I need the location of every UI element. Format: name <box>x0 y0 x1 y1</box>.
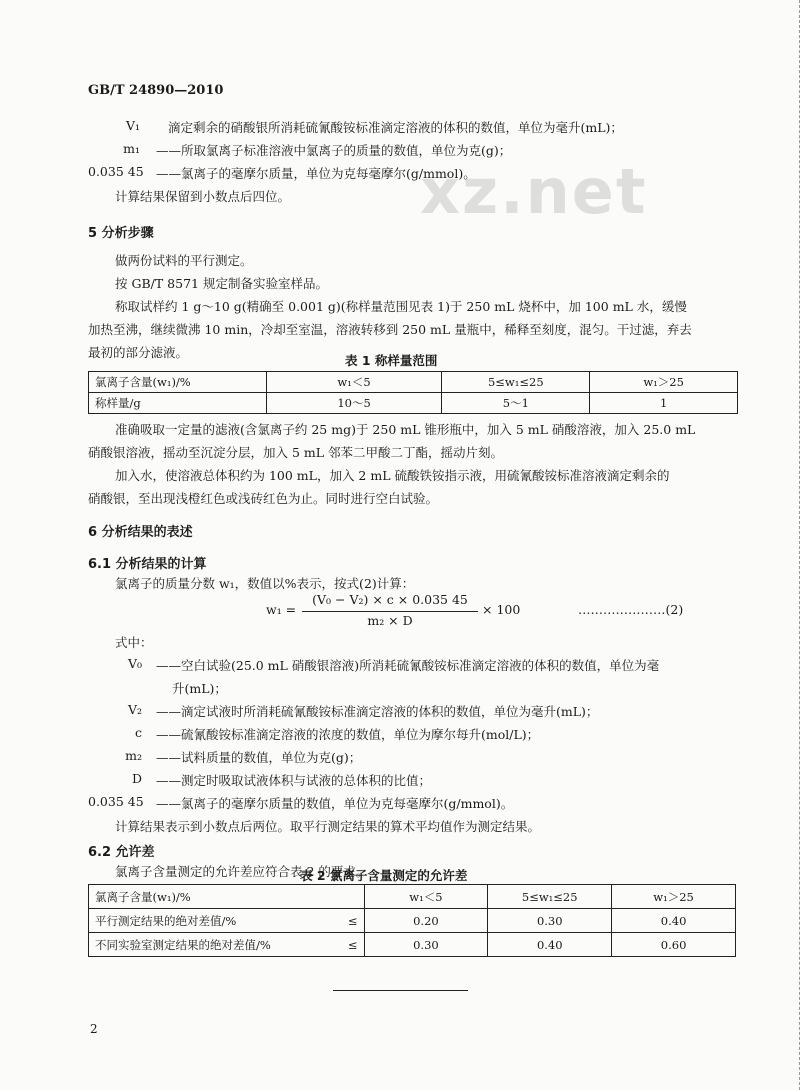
table-cell: 0.60 <box>612 933 736 957</box>
def-text: ——滴定试液时所消耗硫氰酸铵标准滴定溶液的体积的数值，单位为毫升(mL)； <box>156 704 599 719</box>
table-cell <box>322 885 364 909</box>
table-cell: 0.40 <box>488 933 612 957</box>
def-symbol: m₂ <box>125 748 142 763</box>
section-6-title: 6 分析结果的表述 <box>88 525 193 540</box>
def-symbol: V₂ <box>127 702 142 717</box>
paragraph-line: 硝酸银，至出现浅橙红色或浅砖红色为止。同时进行空白试验。 <box>88 491 439 506</box>
paragraph-line: 称取试样约 1 g～10 g(精确至 0.001 g)(称样量范围见表 1)于 250 mL 烧杯中，加 100 mL 水，缓慢 <box>115 299 687 314</box>
table-2 <box>88 884 736 957</box>
scan-edge <box>795 0 800 1090</box>
table-cell: 氯离子含量(w₁)/% <box>89 885 323 909</box>
formula-number: …………………(2) <box>578 602 684 617</box>
table-1 <box>88 371 738 414</box>
def-symbol: m₁ <box>123 141 140 156</box>
def-symbol: 0.035 45 <box>88 164 144 179</box>
section-6-2-title: 6.2 允许差 <box>88 845 155 860</box>
calc-note: 计算结果保留到小数点后四位。 <box>115 189 291 204</box>
table-cell: w₁＞25 <box>590 372 738 393</box>
def-text: ——测定时吸取试液体积与试液的总体积的比值； <box>156 773 432 788</box>
standard-header: GB/T 24890—2010 <box>88 83 224 98</box>
def-symbol: 0.035 45 <box>88 794 144 809</box>
table-row <box>89 885 736 909</box>
table-cell: ≤ <box>322 933 364 957</box>
table-cell: 0.30 <box>488 909 612 933</box>
table-row <box>89 909 736 933</box>
table-cell: 不同实验室测定结果的绝对差值/% <box>89 933 323 957</box>
table-cell: 5～1 <box>442 393 590 414</box>
table-cell: 氯离子含量(w₁)/% <box>89 372 267 393</box>
table-cell: 5≤w₁≤25 <box>488 885 612 909</box>
paragraph-line: 硝酸银溶液，摇动至沉淀分层，加入 5 mL 邻苯二甲酸二丁酯，摇动片刻。 <box>88 445 504 460</box>
table-cell: w₁＞25 <box>612 885 736 909</box>
table-cell: 1 <box>590 393 738 414</box>
fraction-bar <box>302 611 478 612</box>
where-label: 式中： <box>115 635 153 650</box>
paragraph-line: 氯离子含量测定的允许差应符合表 2 的要求。 <box>115 864 369 879</box>
paragraph-line: 加入水，使溶液总体积约为 100 mL，加入 2 mL 硫酸铁铵指示液，用硫氰酸铵标准溶液滴定剩余的 <box>115 468 670 483</box>
end-rule <box>333 990 468 991</box>
def-text: ——试料质量的数值，单位为克(g)； <box>156 750 362 765</box>
def-symbol: D <box>131 771 142 786</box>
calc-note: 计算结果表示到小数点后两位。取平行测定结果的算术平均值作为测定结果。 <box>115 819 541 834</box>
def-text: ——硫氰酸铵标准滴定溶液的浓度的数值，单位为摩尔每升(mol/L)； <box>156 727 540 742</box>
table-cell: 平行测定结果的绝对差值/% <box>89 909 323 933</box>
paragraph-line: 最初的部分滤液。 <box>88 345 189 360</box>
table-1-caption: 表 1 称样量范围 <box>345 353 438 368</box>
table-cell: 5≤w₁≤25 <box>442 372 590 393</box>
table-cell: 0.40 <box>612 909 736 933</box>
table-row <box>89 393 738 414</box>
def-symbol: V₀ <box>127 656 142 671</box>
section-5-title: 5 分析步骤 <box>88 226 154 241</box>
formula-denominator: m₂ × D <box>367 613 413 628</box>
def-text: ——氯离子的毫摩尔质量的数值，单位为克每毫摩尔(g/mmol)。 <box>156 796 514 811</box>
formula-numerator: (V₀ − V₂) × c × 0.035 45 <box>312 592 468 607</box>
def-symbol: c <box>134 725 142 740</box>
paragraph-line: 做两份试料的平行测定。 <box>115 253 253 268</box>
formula-lhs: w₁ = <box>266 602 297 617</box>
def-text: ——所取氯离子标准溶液中氯离子的质量的数值，单位为克(g)； <box>156 143 512 158</box>
table-cell: 0.20 <box>364 909 488 933</box>
table-cell: 称样量/g <box>89 393 267 414</box>
formula-intro: 氯离子的质量分数 w₁，数值以%表示，按式(2)计算： <box>115 576 415 591</box>
table-cell: 10～5 <box>266 393 442 414</box>
table-cell: w₁＜5 <box>266 372 442 393</box>
def-text: ——氯离子的毫摩尔质量，单位为克每毫摩尔(g/mmol)。 <box>156 166 476 181</box>
watermark: xz.net <box>420 155 648 228</box>
def-text: ——空白试验(25.0 mL 硝酸银溶液)所消耗硫氰酸铵标准滴定溶液的体积的数值，单位为毫 <box>156 658 660 673</box>
def-text: 升(mL)； <box>172 681 227 696</box>
table-cell: ≤ <box>322 909 364 933</box>
table-row <box>89 933 736 957</box>
table-cell: 0.30 <box>364 933 488 957</box>
paragraph-line: 加热至沸，继续微沸 10 min，冷却至室温，溶液转移到 250 mL 量瓶中，稀释至刻度，混匀。干过滤，弃去 <box>88 322 692 337</box>
paragraph-line: 按 GB/T 8571 规定制备实验室样品。 <box>115 276 328 291</box>
page-number: 2 <box>90 1022 98 1036</box>
table-2-caption: 表 2 氯离子含量测定的允许差 <box>300 868 468 883</box>
def-text: 滴定剩余的硝酸银所消耗硫氰酸铵标准滴定溶液的体积的数值，单位为毫升(mL)； <box>168 120 623 135</box>
formula-tail: × 100 <box>482 602 521 617</box>
table-row <box>89 372 738 393</box>
section-6-1-title: 6.1 分析结果的计算 <box>88 557 207 572</box>
paragraph-line: 准确吸取一定量的滤液(含氯离子约 25 mg)于 250 mL 锥形瓶中，加入 5 mL 硝酸溶液，加入 25.0 mL <box>115 422 696 437</box>
def-symbol: V₁ <box>125 118 140 133</box>
table-cell: w₁＜5 <box>364 885 488 909</box>
